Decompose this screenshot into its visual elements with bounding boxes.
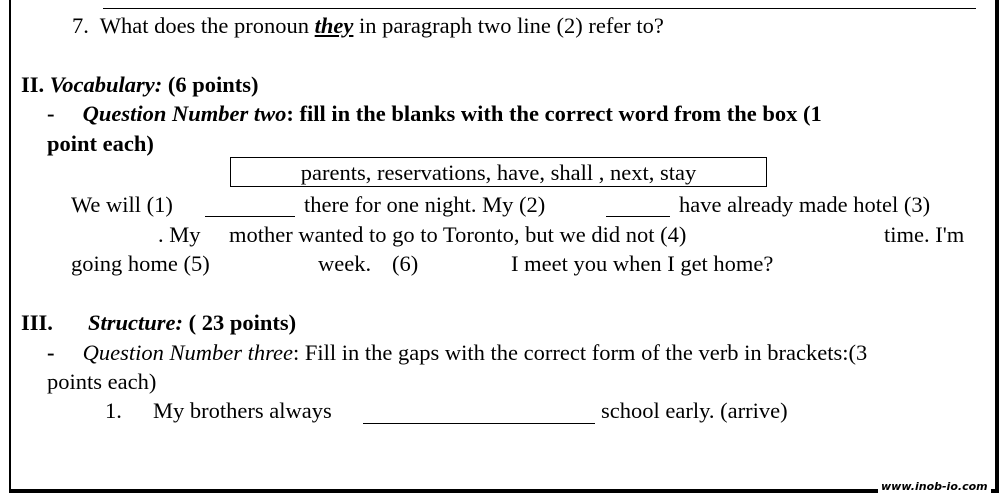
- passage-text-2a: . My: [158, 222, 201, 247]
- passage-text-2c: time. I'm: [884, 222, 965, 247]
- vocabulary-instruction-text: : fill in the blanks with the correct word from the box (1: [286, 101, 822, 126]
- page-border-bottom: [9, 489, 999, 493]
- structure-item-1-text-before: My brothers always: [153, 398, 332, 423]
- passage-text-2b: mother wanted to go to Toronto, but we did not (4): [229, 222, 687, 247]
- answer-line: [103, 8, 976, 9]
- structure-instruction-line-2: points each): [47, 369, 157, 394]
- section-structure-title-line: [88, 310, 296, 336]
- section-vocabulary-points: (6 points): [167, 72, 259, 97]
- page-border-left: [9, 0, 11, 492]
- question-7-pronoun: they: [314, 13, 354, 38]
- question-7-number: 7.: [72, 13, 89, 38]
- vocabulary-instruction-line-1: [47, 101, 822, 127]
- vocabulary-dash: -: [47, 101, 55, 126]
- vocabulary-instruction-line-2: point each): [47, 131, 154, 156]
- section-vocabulary-heading: [21, 72, 259, 98]
- section-vocabulary-title: Vocabulary:: [49, 72, 163, 97]
- section-structure-points: ( 23 points): [188, 310, 297, 335]
- blank-2: [606, 216, 670, 217]
- question-7-text-after: in paragraph two line (2) refer to?: [359, 13, 664, 38]
- passage-text-3a: going home (5): [71, 251, 210, 276]
- passage-text-1b: there for one night. My (2): [304, 192, 546, 217]
- section-vocabulary-roman: II.: [21, 72, 45, 97]
- vocabulary-question-label: Question Number two: [82, 101, 287, 126]
- passage-text-3c: (6): [392, 251, 419, 276]
- structure-item-1-text-after: school early. (arrive): [601, 398, 788, 423]
- word-box: parents, reservations, have, shall , next, stay: [230, 157, 767, 187]
- structure-dash: -: [47, 340, 55, 365]
- passage-text-1c: have already made hotel (3): [679, 192, 931, 217]
- question-7: [72, 13, 664, 39]
- passage-text-1a: We will (1): [71, 192, 173, 217]
- passage-text-3b: week.: [318, 251, 372, 276]
- passage-text-3d: I meet you when I get home?: [511, 251, 774, 276]
- question-7-text-before: What does the pronoun: [99, 13, 310, 38]
- structure-item-1-blank: [363, 423, 595, 424]
- page-border-right: [995, 0, 999, 492]
- blank-1: [205, 216, 295, 217]
- section-structure-roman: III.: [21, 310, 53, 335]
- section-structure-heading: [21, 310, 53, 336]
- structure-instruction-text: : Fill in the gaps with the correct form of the verb in brackets:(3: [293, 340, 868, 365]
- structure-question-label: Question Number three: [82, 340, 294, 365]
- structure-item-1-number: 1.: [105, 398, 122, 423]
- structure-instruction-line-1: [47, 340, 867, 366]
- section-structure-title: Structure:: [88, 310, 184, 335]
- watermark: www.inob-io.com: [878, 480, 991, 493]
